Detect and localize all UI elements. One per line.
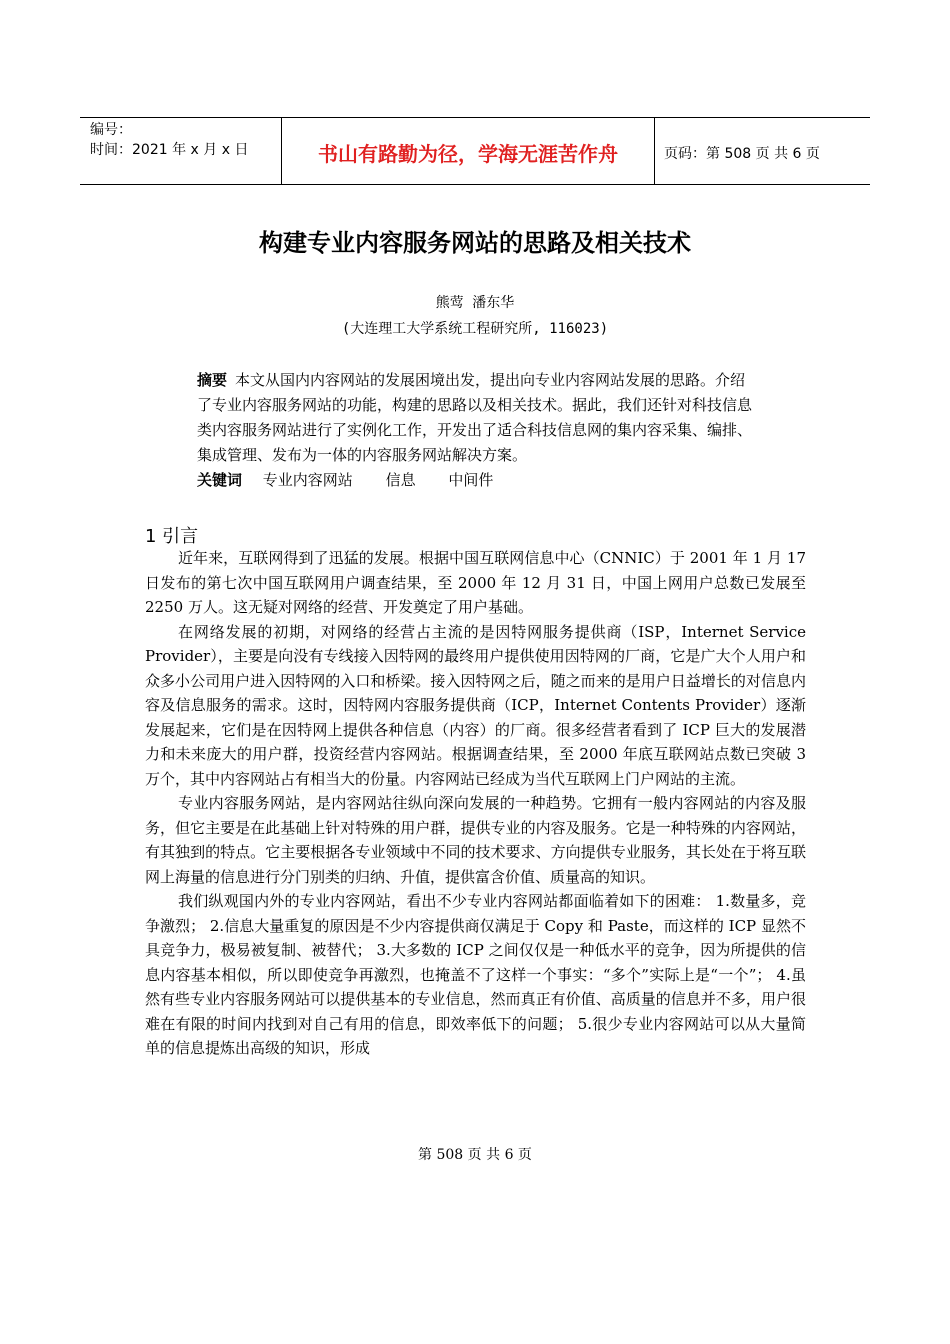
- abstract: [197, 368, 760, 468]
- header-top-rule: [80, 117, 870, 118]
- page-title: 构建专业内容服务网站的思路及相关技术: [259, 229, 691, 257]
- header-divider-right: [654, 117, 655, 184]
- section-heading: 1 引言: [145, 526, 199, 547]
- header-page-info: 页码：第 508 页 共 6 页: [664, 146, 820, 162]
- header-motto: 书山有路勤为径，学海无涯苦作舟: [318, 142, 618, 166]
- paragraph: 我们纵观国内外的专业内容网站，看出不少专业内容网站都面临着如下的困难： 1.数量多，竞争激烈； 2.信息大量重复的原因是不少内容提供商仅满足于 Copy 和 Paste，而这样的 ICP 显然不具竞争力，极易被复制、被替代； 3.大多数的 ICP 之间仅仅是一种低水平的竞争，因为所提供的信息内容基本相似，所以即使竞争再激烈，也掩盖不了这样一个事实：“多个”实际上是“一个”； 4.虽然有些专业内容服务网站可以提供基本的专业信息，然而真正有价值、高质量的信息并不多，用户很难在有限的时间内找到对自己有用的信息，即效率低下的问题； 5.很少专业内容网站可以从大量简单的信息提炼出高级的知识，形成: [145, 892, 806, 1057]
- paragraph: 近年来，互联网得到了迅猛的发展。根据中国互联网信息中心（CNNIC）于 2001 年 1 月 17 日发布的第七次中国互联网用户调查结果，至 2000 年 12 月 31 日，中国上网用户总数已发展至 2250 万人。这无疑对网络的经营、开发奠定了用户基础。: [145, 549, 806, 616]
- affiliation: (大连理工大学系统工程研究所, 116023): [341, 321, 609, 337]
- page-footer: 第 508 页 共 6 页: [418, 1147, 532, 1163]
- paragraph: 在网络发展的初期，对网络的经营占主流的是因特网服务提供商（ISP，Internet Service Provider），主要是向没有专线接入因特网的最终用户提供使用因特网的厂商，它是广大个人用户和众多小公司用户进入因特网的入口和桥梁。接入因特网之后，随之而来的是用户日益增长的对信息内容及信息服务的需求。这时，因特网内容服务提供商（ICP，Internet Contents Provider）逐渐发展起来，它们是在因特网上提供各种信息（内容）的厂商。很多经营者看到了 ICP 巨大的发展潜力和未来庞大的用户群，投资经营内容网站。根据调查结果，至 2000 年底互联网站点数已突破 3 万个，其中内容网站占有相当大的份量。内容网站已经成为当代互联网上门户网站的主流。: [145, 622, 806, 788]
- keyword-item: 中间件: [448, 471, 494, 489]
- paragraph: 专业内容服务网站，是内容网站往纵向深向发展的一种趋势。它拥有一般内容网站的内容及服务，但它主要是在此基础上针对特殊的用户群，提供专业的内容及服务。它是一种特殊的内容网站，有其独到的特点。它主要根据各专业领域中不同的技术要求、方向提供专业服务，其长处在于将互联网上海量的信息进行分门别类的归纳、升值，提供富含价值、质量高的知识。: [145, 794, 806, 886]
- keyword-item: 信息: [385, 471, 416, 489]
- header-number-label: 编号：: [90, 122, 132, 138]
- header-meta: [90, 120, 248, 160]
- keyword-item: 专业内容网站: [262, 471, 353, 489]
- authors: 熊莺 潘东华: [435, 295, 515, 311]
- abstract-text: 本文从国内内容网站的发展困境出发，提出向专业内容网站发展的思路。介绍了专业内容服务网站的功能，构建的思路以及相关技术。据此，我们还针对科技信息类内容服务网站进行了实例化工作，开发出了适合科技信息网的集内容采集、编排、集成管理、发布为一体的内容服务网站解决方案。: [197, 371, 753, 464]
- header-time-label: 时间：2021 年 x 月 x 日: [90, 142, 249, 158]
- abstract-label: 摘要: [197, 371, 228, 389]
- keywords: [197, 468, 521, 493]
- keywords-label: 关键词: [197, 471, 243, 489]
- header-bottom-rule: [80, 184, 870, 185]
- section-body: [145, 546, 806, 1061]
